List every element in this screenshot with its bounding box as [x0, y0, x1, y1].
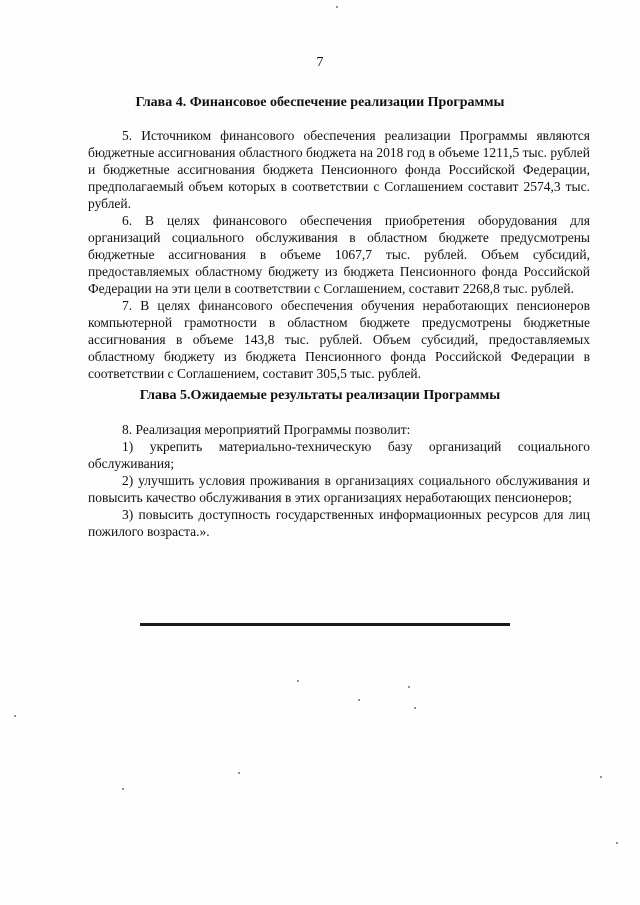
scan-speck: [600, 776, 602, 778]
chapter-4-body: [88, 127, 590, 382]
scan-speck: [336, 6, 338, 8]
result-item-1: 1) укрепить материально-техническую базу организаций социального обслуживания;: [88, 439, 590, 471]
chapter-4-title: Глава 4. Финансовое обеспечение реализации Программы: [135, 95, 505, 110]
chapter-5-body: [88, 421, 590, 540]
scan-speck: [414, 707, 416, 709]
result-item-2: 2) улучшить условия проживания в организациях социального обслуживания и повысить качество обслуживания в этих организациях неработающих пенсионеров;: [88, 473, 590, 505]
result-item-3: 3) повысить доступность государственных информационных ресурсов для лиц пожилого возраста.».: [88, 507, 590, 539]
paragraph-5: 5. Источником финансового обеспечения реализации Программы являются бюджетные ассигнования областного бюджета на 2018 год в объеме 1211,5 тыс. рублей и бюджетные ассигнования бюджета Пенсионного фонда Российской Федерации, предполагаемый объем которых в соответствии с Соглашением составит 2574,3 тыс. рублей.: [88, 128, 590, 211]
scan-speck: [122, 788, 124, 790]
paragraph-8: 8. Реализация мероприятий Программы позволит:: [122, 422, 411, 437]
scan-speck: [238, 772, 240, 774]
scan-speck: [297, 680, 299, 682]
scan-speck: [358, 699, 360, 701]
page-number: 7: [316, 55, 324, 70]
scan-speck: [408, 686, 410, 688]
paragraph-6: 6. В целях финансового обеспечения приобретения оборудования для организаций социального обслуживания в областном бюджете предусмотрены бюджетные ассигнования в объеме 1067,7 тыс. рублей. Объем субсидий, предоставляемых областному бюджету из бюджета Пенсионного фонда Российской Федерации на эти цели в соответствии с Соглашением, составит 2268,8 тыс. рублей.: [88, 213, 590, 296]
chapter-5-title: Глава 5.Ожидаемые результаты реализации Программы: [139, 388, 501, 403]
closing-rule: [140, 623, 510, 626]
paragraph-7: 7. В целях финансового обеспечения обучения неработающих пенсионеров компьютерной грамотности в областном бюджете предусмотрены бюджетные ассигнования в объеме 143,8 тыс. рублей. Объем субсидий, предоставляемых областному бюджету из бюджета Пенсионного фонда Российской Федерации в соответствии с Соглашением, составит 305,5 тыс. рублей.: [88, 298, 590, 381]
scan-speck: [616, 842, 618, 844]
scan-speck: [14, 715, 16, 717]
